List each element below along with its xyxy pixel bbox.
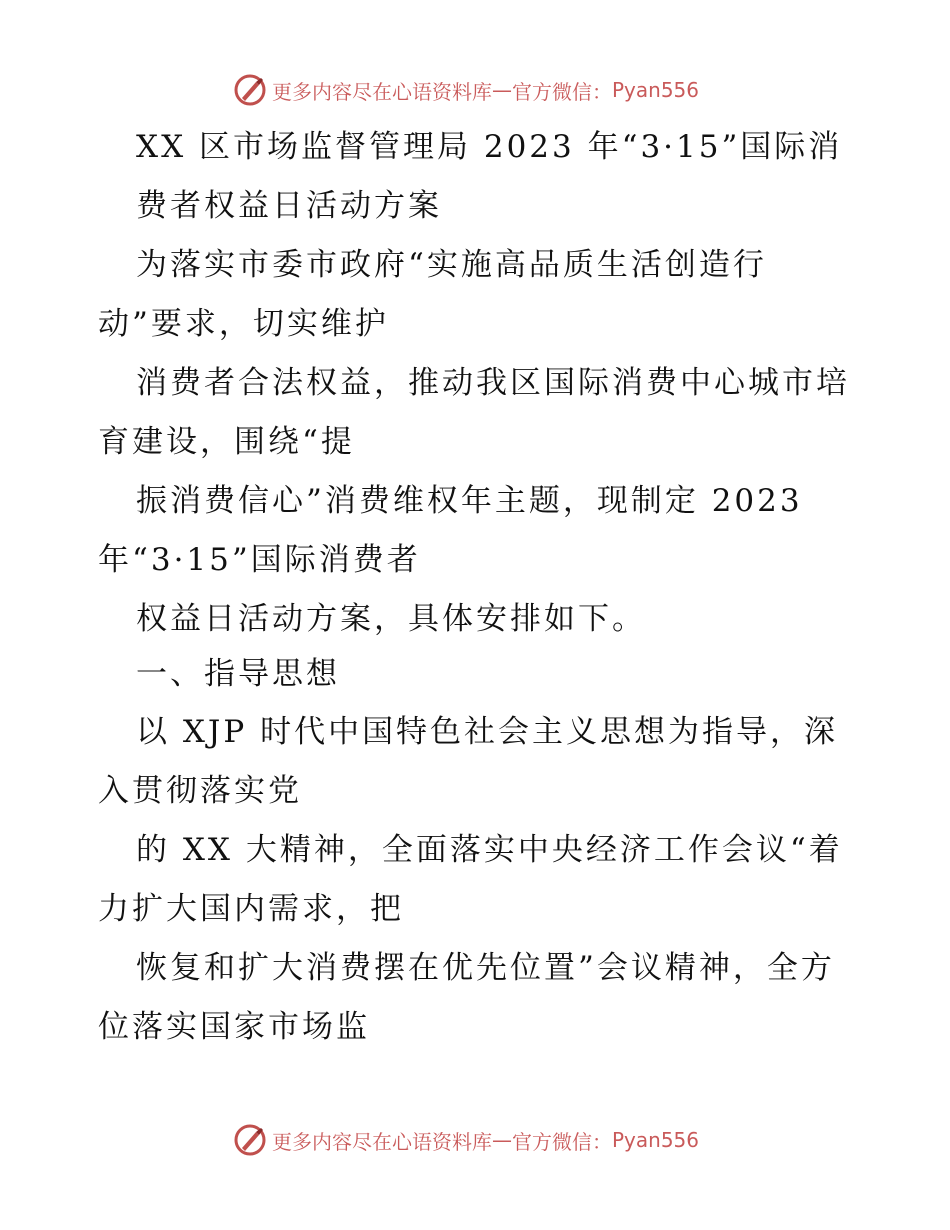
banner-site-text: 更多内容尽在心语资料库 — [272, 1129, 492, 1154]
section-heading: 一、指导思想 — [136, 656, 340, 692]
paragraph-line: 年“3·15”国际消费者 — [98, 542, 421, 578]
paragraph-line: 动”要求，切实维护 — [98, 306, 389, 342]
document-title-line-2: 费者权益日活动方案 — [136, 188, 442, 224]
banner-separator: — — [492, 1128, 512, 1152]
banner-account: Pyan556 — [612, 78, 700, 102]
banner-site-text: 更多内容尽在心语资料库 — [272, 79, 492, 104]
banner-wechat-label: 官方微信： — [512, 1129, 612, 1154]
paragraph-line: 恢复和扩大消费摆在优先位置”会议精神，全方 — [136, 950, 835, 986]
document-title-line-1: XX 区市场监督管理局 2023 年“3·15”国际消 — [136, 129, 843, 165]
footer-watermark-banner — [232, 1120, 699, 1160]
pen-logo-icon — [232, 1122, 268, 1158]
paragraph-line: 权益日活动方案，具体安排如下。 — [136, 601, 646, 637]
paragraph-line: 位落实国家市场监 — [98, 1009, 370, 1045]
paragraph-line: 的 XX 大精神，全面落实中央经济工作会议“着 — [136, 832, 843, 868]
paragraph-line: 以 XJP 时代中国特色社会主义思想为指导，深 — [136, 714, 839, 750]
banner-wechat-label: 官方微信： — [512, 79, 612, 104]
banner-account: Pyan556 — [612, 1128, 700, 1152]
banner-separator: — — [492, 78, 512, 102]
paragraph-line: 消费者合法权益，推动我区国际消费中心城市培 — [136, 365, 850, 401]
paragraph-line: 振消费信心”消费维权年主题，现制定 2023 — [136, 483, 803, 519]
paragraph-line: 育建设，围绕“提 — [98, 424, 355, 460]
paragraph-line: 力扩大国内需求，把 — [98, 891, 404, 927]
paragraph-line: 为落实市委市政府“实施高品质生活创造行 — [136, 247, 767, 283]
paragraph-line: 入贯彻落实党 — [98, 773, 302, 809]
